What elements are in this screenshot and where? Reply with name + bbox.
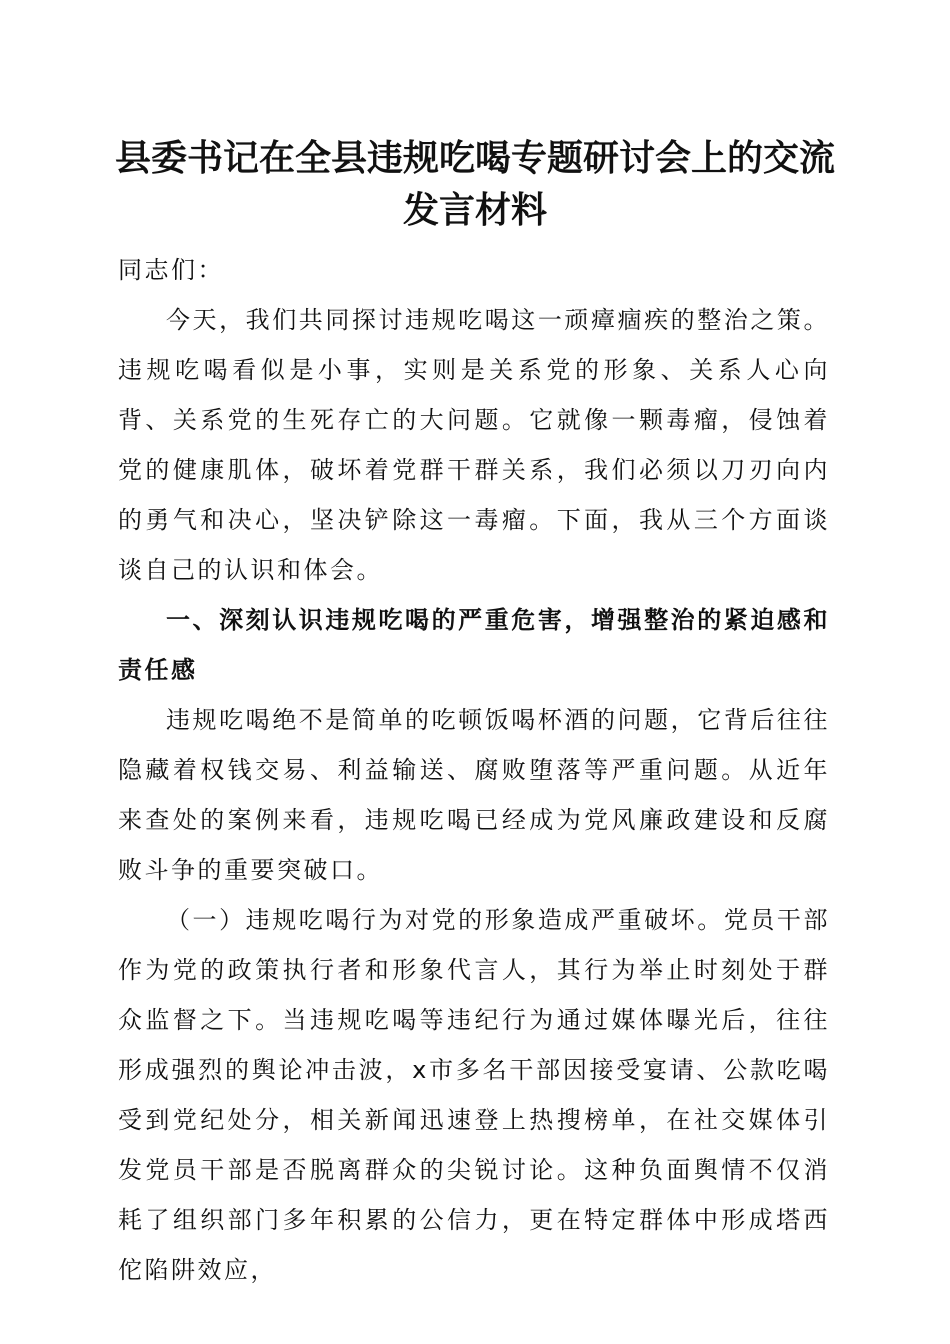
point-1-paragraph [118,895,830,1295]
document-body [118,245,830,1295]
document-title: 县委书记在全县违规吃喝专题研讨会上的交流发言材料 [114,137,835,231]
section-heading-1: 一、深刻认识违规吃喝的严重危害，增强整治的紧迫感和责任感 [118,606,830,684]
point-1-heading: （一）违规吃喝行为对党的形象造成严重破坏。 [166,906,724,934]
intro-paragraph: 今天，我们共同探讨违规吃喝这一顽瘴痼疾的整治之策。违规吃喝看似是小事，实则是关系党的形象、关系人心向背、关系党的生死存亡的大问题。它就像一颗毒瘤，侵蚀着党的健康肌体，破坏着党群干群关系，我们必须以刀刃向内的勇气和决心，坚决铲除这一毒瘤。下面，我从三个方面谈谈自己的认识和体会。 [118,306,830,584]
point-1-body: 党员干部作为党的政策执行者和形象代言人，其行为举止时刻处于群众监督之下。当违规吃喝等违纪行为通过媒体曝光后，往往形成强烈的舆论冲击波，x市多名干部因接受宴请、公款吃喝受到党纪处分，相关新闻迅速登上热搜榜单，在社交媒体引发党员干部是否脱离群众的尖锐讨论。这种负面舆情不仅消耗了组织部门多年积累的公信力，更在特定群体中形成塔西佗陷阱效应， [118,906,830,1284]
section-1-paragraph: 违规吃喝绝不是简单的吃顿饭喝杯酒的问题，它背后往往隐藏着权钱交易、利益输送、腐败堕落等严重问题。从近年来查处的案例来看，违规吃喝已经成为党风廉政建设和反腐败斗争的重要突破口。 [118,706,830,884]
salutation: 同志们： [118,256,224,284]
